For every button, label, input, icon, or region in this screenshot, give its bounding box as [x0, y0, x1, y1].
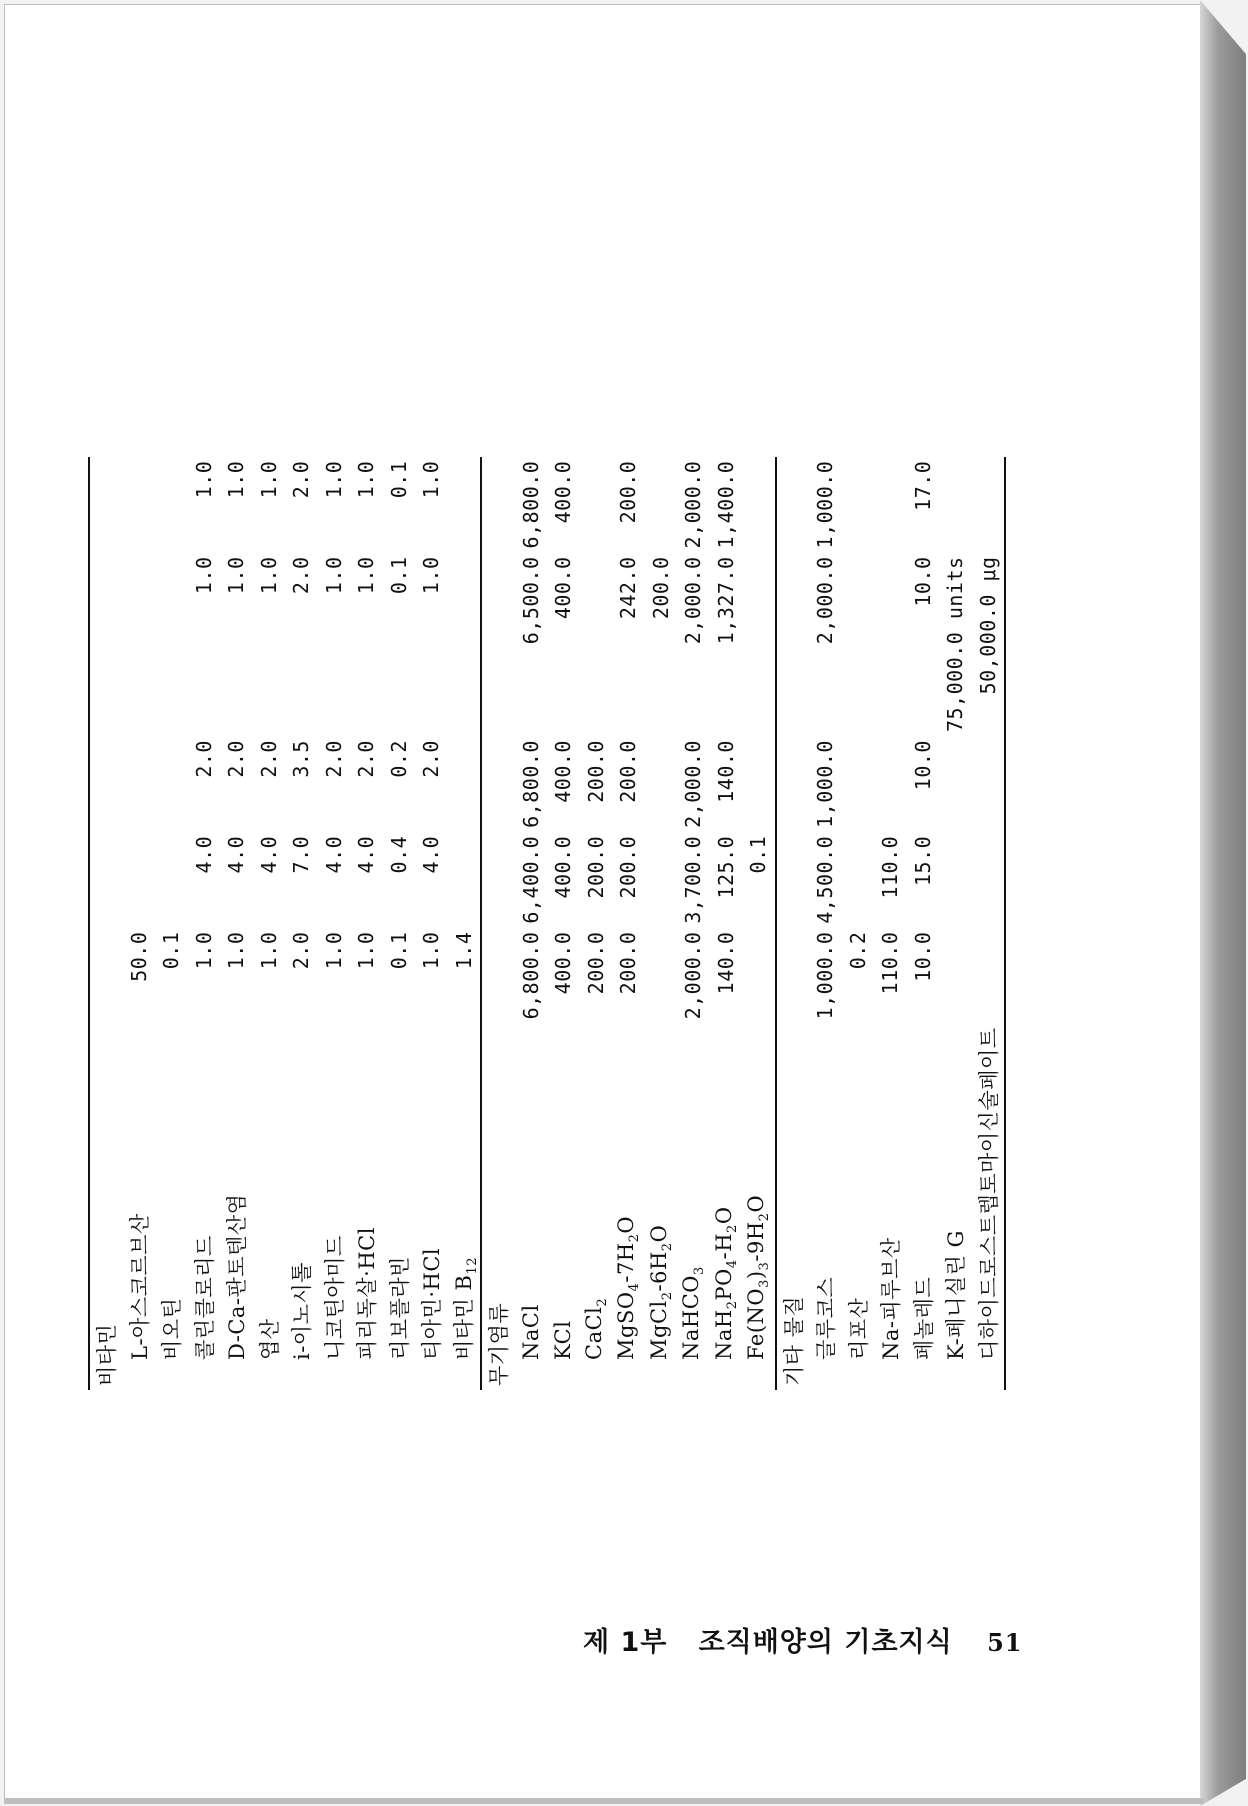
cell-value	[123, 457, 156, 553]
cell-value: 1.0	[321, 556, 346, 595]
cell-value: 1,000.0	[813, 931, 838, 1020]
cell-value: 0.2	[386, 740, 411, 778]
page-number: 51	[987, 1628, 1023, 1657]
cell-value: 3.5	[289, 740, 314, 778]
cell-value	[123, 832, 156, 928]
table-row	[809, 457, 842, 1390]
row-label: 비타민 $B_{12}$	[451, 1256, 480, 1360]
cell-value: 400.0	[551, 556, 576, 620]
cell-value: 1.0	[419, 460, 444, 499]
cell-value: 140.0	[713, 931, 738, 995]
cell-value: 400.0	[551, 835, 576, 899]
section-heading: 무기염류	[481, 1023, 515, 1390]
cell-value: 0.1	[386, 460, 411, 499]
table-row	[515, 457, 548, 1390]
table-row	[612, 457, 645, 1390]
cell-value: 3,700.0	[681, 835, 706, 924]
cell-value	[939, 736, 972, 832]
table-row	[188, 457, 221, 1390]
cell-value: 2.0	[289, 556, 314, 595]
cell-value: 2.0	[354, 740, 379, 778]
table-row	[415, 457, 448, 1390]
cell-value	[939, 457, 972, 553]
cell-value: 2.0	[224, 740, 249, 778]
table-row	[677, 457, 710, 1390]
cell-value: 1.0	[354, 931, 379, 970]
table-row	[383, 457, 416, 1390]
cell-value	[972, 457, 1006, 553]
cell-value: 200.0	[583, 931, 608, 995]
row-label: 티아민·HCl	[420, 1247, 445, 1360]
table-row	[580, 457, 613, 1390]
table-row	[874, 457, 907, 1390]
cell-value	[842, 457, 875, 553]
table	[88, 457, 1006, 1390]
cell-value	[123, 736, 156, 832]
cell-value: 4.0	[256, 835, 281, 874]
cell-value: 10.0	[910, 556, 935, 607]
cell-value	[939, 928, 972, 1024]
cell-value: 0.4	[386, 835, 411, 874]
cell-value: 75,000.0 units	[943, 556, 968, 733]
cell-value: 4.0	[419, 835, 444, 874]
cell-value: 50.0	[126, 931, 151, 982]
table-row	[220, 457, 253, 1390]
cell-value: 1,000.0	[813, 740, 838, 828]
cell-value: 400.0	[551, 740, 576, 803]
cell-value	[972, 928, 1006, 1024]
row-label: i-이노시톨	[290, 1262, 315, 1360]
row-label: $Fe(NO_3)_3-9H_2O$	[744, 1194, 773, 1360]
cell-value: 1.0	[224, 931, 249, 970]
cell-value: 1.0	[191, 931, 216, 970]
cell-value: 1.0	[191, 556, 216, 595]
row-label: 리포산	[846, 1297, 871, 1360]
page-stack-edge	[1200, 0, 1246, 1806]
section-heading: 비타민	[89, 1023, 123, 1390]
cell-value	[939, 832, 972, 928]
section-heading: 기타 물질	[776, 1023, 810, 1390]
table-row	[907, 457, 940, 1390]
cell-value: 1.4	[451, 931, 476, 970]
row-label: 콜린클로리드	[192, 1235, 217, 1360]
cell-value: 4.0	[321, 835, 346, 874]
cell-value: 10.0	[910, 931, 935, 982]
cell-value: 1,327.0	[713, 556, 738, 645]
cell-value	[742, 928, 776, 1024]
cell-value: 6,800.0	[518, 460, 543, 549]
cell-value: 2.0	[289, 931, 314, 970]
row-label: CaCl$_2$	[581, 1297, 610, 1360]
table-row	[710, 457, 743, 1390]
cell-value: 2,000.0	[681, 556, 706, 645]
cell-value: 2,000.0	[681, 460, 706, 549]
cell-value: 140.0	[713, 740, 738, 803]
cell-value	[645, 457, 678, 553]
cell-value	[874, 552, 907, 736]
cell-value: 4,500.0	[813, 835, 838, 924]
cell-value: 17.0	[910, 460, 935, 511]
cell-value	[123, 552, 156, 736]
table-row	[285, 457, 318, 1390]
cell-value: 2,000.0	[681, 931, 706, 1020]
cell-value	[448, 832, 482, 928]
cell-value: 1.0	[354, 556, 379, 595]
row-label: NaHCO$_3$	[679, 1266, 708, 1360]
footer-part: 제 1부	[583, 1627, 668, 1658]
cell-value	[155, 736, 188, 832]
row-label: $MgCl_2-6H_2O$	[646, 1224, 675, 1360]
row-label: 엽산	[257, 1318, 282, 1360]
row-label: 피리독살·HCl	[355, 1227, 380, 1360]
row-label: KCl	[551, 1320, 576, 1360]
row-label: Na-피루브산	[879, 1237, 904, 1360]
cell-value	[874, 736, 907, 832]
cell-value	[448, 552, 482, 736]
cell-value: 0.1	[746, 835, 771, 874]
table-row	[547, 457, 580, 1390]
table-row	[448, 457, 482, 1390]
cell-value: 1.0	[321, 460, 346, 499]
cell-value: 6,800.0	[518, 740, 543, 828]
table-row	[253, 457, 286, 1390]
cell-value: 10.0	[910, 740, 935, 791]
cell-value: 200.0	[616, 835, 641, 899]
cell-value	[645, 832, 678, 928]
row-label: $NaH_2PO_4-H_2O$	[711, 1206, 740, 1360]
cell-value: 200.0	[583, 835, 608, 899]
row-label: 페놀레드	[911, 1276, 936, 1360]
cell-value: 1.0	[321, 931, 346, 970]
row-label: 비오틴	[160, 1297, 185, 1360]
cell-value: 200.0	[616, 460, 641, 524]
row-label: 글루코스	[814, 1276, 839, 1360]
table-row	[842, 457, 875, 1390]
page-footer	[583, 1620, 1023, 1659]
cell-value: 4.0	[191, 835, 216, 874]
row-label: D-Ca-판토텐산염	[225, 1193, 250, 1360]
cell-value: 400.0	[551, 460, 576, 524]
table-row	[318, 457, 351, 1390]
table-row	[972, 457, 1006, 1390]
table-row	[155, 457, 188, 1390]
cell-value: 6,500.0	[518, 556, 543, 645]
cell-value: 0.1	[386, 931, 411, 970]
page-stack-bottom	[4, 1798, 1204, 1804]
cell-value: 2,000.0	[813, 556, 838, 645]
cell-value	[645, 736, 678, 832]
cell-value: 1,000.0	[813, 460, 838, 549]
section-heading-row	[481, 457, 515, 1390]
cell-value: 1.0	[256, 556, 281, 595]
row-label: 니코틴아미드	[322, 1235, 347, 1360]
cell-value: 400.0	[551, 931, 576, 995]
cell-value: 2,000.0	[681, 740, 706, 828]
cell-value: 4.0	[224, 835, 249, 874]
cell-value: 2.0	[419, 740, 444, 778]
cell-value: 125.0	[713, 835, 738, 899]
cell-value: 15.0	[910, 835, 935, 886]
cell-value: 4.0	[354, 835, 379, 874]
row-label: 리보플라빈	[387, 1256, 412, 1360]
row-label: 디하이드로스트렙토마이신술페이트	[972, 1023, 1006, 1390]
cell-value: 2.0	[191, 740, 216, 778]
cell-value: 1.0	[419, 931, 444, 970]
cell-value	[972, 832, 1006, 928]
table-row	[123, 457, 156, 1390]
footer-title: 조직배양의 기초지식	[698, 1627, 953, 1658]
cell-value: 7.0	[289, 835, 314, 874]
cell-value: 1.0	[354, 460, 379, 499]
cell-value	[645, 928, 678, 1024]
cell-value	[842, 736, 875, 832]
cell-value	[842, 552, 875, 736]
table-row	[645, 457, 678, 1390]
cell-value	[742, 457, 776, 553]
table-row	[939, 457, 972, 1390]
cell-value	[155, 832, 188, 928]
table-row	[742, 457, 776, 1390]
cell-value	[874, 457, 907, 553]
cell-value: 0.2	[845, 931, 870, 970]
cell-value: 0.1	[159, 931, 184, 970]
cell-value	[972, 736, 1006, 832]
cell-value: 2.0	[289, 460, 314, 499]
row-label: L-아스코르브산	[127, 1213, 152, 1360]
cell-value: 200.0	[583, 740, 608, 803]
cell-value: 6,400.0	[518, 835, 543, 924]
cell-value	[155, 552, 188, 736]
cell-value: 1.0	[256, 460, 281, 499]
row-label: NaCl	[518, 1304, 543, 1360]
cell-value: 1.0	[224, 556, 249, 595]
cell-value	[155, 457, 188, 553]
cell-value	[742, 736, 776, 832]
cell-value	[448, 736, 482, 832]
cell-value: 50,000.0 μg	[972, 552, 1006, 736]
cell-value: 200.0	[648, 556, 673, 620]
section-heading-row	[776, 457, 810, 1390]
cell-value	[742, 552, 776, 736]
cell-value	[842, 832, 875, 928]
cell-value: 1.0	[191, 460, 216, 499]
row-label: $MgSO_4-7H_2O$	[614, 1215, 643, 1360]
cell-value	[580, 457, 613, 553]
cell-value: 6,800.0	[518, 931, 543, 1020]
cell-value	[580, 552, 613, 736]
section-heading-row	[89, 457, 123, 1390]
cell-value: 110.0	[878, 931, 903, 995]
cell-value: 1,400.0	[713, 460, 738, 549]
cell-value	[448, 457, 482, 553]
cell-value: 1.0	[419, 556, 444, 595]
cell-value: 1.0	[256, 931, 281, 970]
cell-value: 200.0	[616, 931, 641, 995]
cell-value: 2.0	[256, 740, 281, 778]
cell-value: 0.1	[386, 556, 411, 595]
cell-value: 1.0	[224, 460, 249, 499]
media-composition-table	[88, 460, 1078, 1390]
cell-value: 2.0	[321, 740, 346, 778]
row-label: K-페니실린 G	[944, 1230, 969, 1360]
table-row	[350, 457, 383, 1390]
cell-value: 242.0	[616, 556, 641, 620]
cell-value: 110.0	[878, 835, 903, 899]
cell-value: 200.0	[616, 740, 641, 803]
